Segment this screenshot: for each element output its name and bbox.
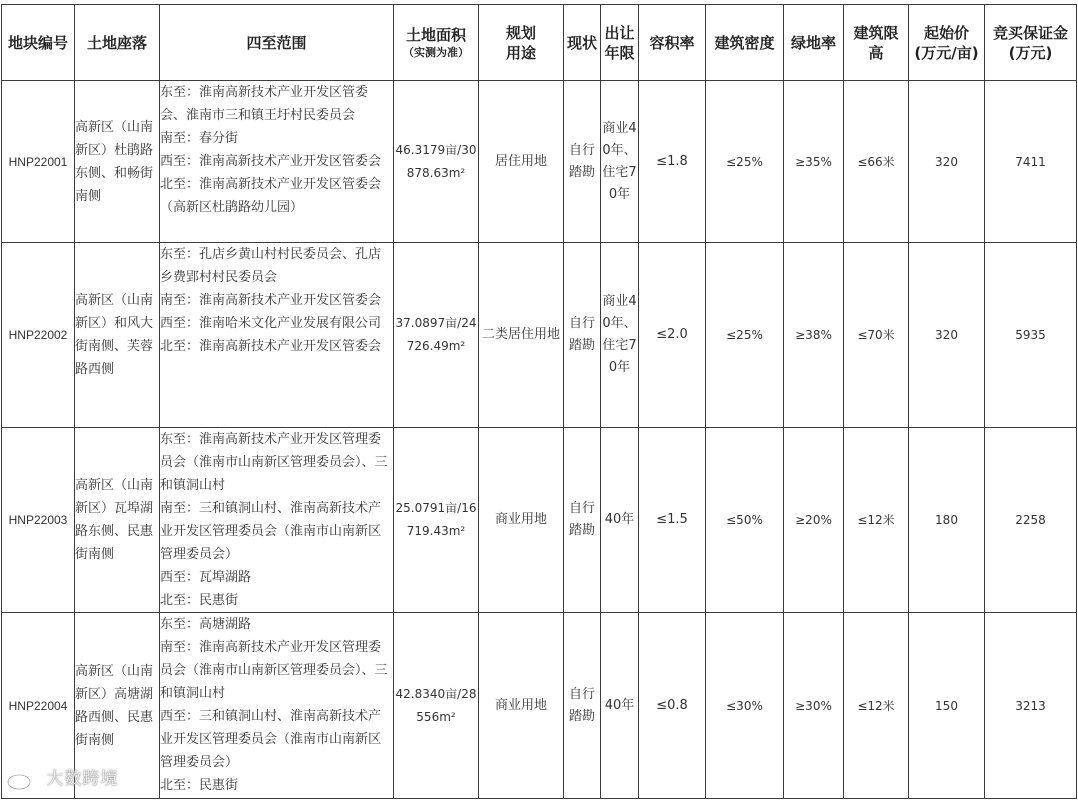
header-code: 地块编号 [2, 5, 75, 81]
cell-use: 二类居住用地 [479, 243, 564, 428]
header-area [394, 5, 479, 81]
cell-boundary [160, 243, 394, 428]
cell-location: 高新区（山南新区）高塘湖路西侧、民惠街南侧 [75, 613, 160, 799]
header-row [2, 5, 1077, 81]
boundary-east: 东至：孔店乡黄山村村民委员会、孔店乡费郢村村民委员会 [160, 247, 382, 285]
boundary-south: 南至：春分街 [160, 131, 239, 146]
boundary-south: 南至：三和镇洞山村、淮南高新技术产业开发区管理委员会（淮南市山南新区管理委员会） [160, 501, 382, 562]
table-row [2, 428, 1077, 613]
cell-location: 高新区（山南新区）瓦埠湖路东侧、民惠街南侧 [75, 428, 160, 613]
cell-far: ≤1.8 [639, 81, 706, 243]
cell-boundary [160, 81, 394, 243]
cell-density: ≤30% [706, 613, 784, 799]
boundary-west: 西至：瓦埠湖路 [160, 570, 252, 585]
cell-density: ≤25% [706, 243, 784, 428]
watermark-text: 大数跨境 [46, 769, 119, 789]
boundary-east: 东至：淮南高新技术产业开发区管委会、淮南市三和镇王圩村民委员会 [160, 85, 369, 123]
watermark [6, 764, 118, 791]
cell-green: ≥38% [784, 243, 844, 428]
table-row [2, 243, 1077, 428]
cell-height: ≤12米 [844, 613, 909, 799]
cell-term: 商业40年、住宅70年 [601, 243, 639, 428]
header-status: 现状 [564, 5, 601, 81]
header-area-note: （实测为准） [403, 45, 469, 59]
header-green: 绿地率 [784, 5, 844, 81]
header-deposit: 竞买保证金 (万元) [985, 5, 1077, 81]
header-density: 建筑密度 [706, 5, 784, 81]
header-location: 土地座落 [75, 5, 160, 81]
cell-density: ≤50% [706, 428, 784, 613]
header-boundary: 四至范围 [160, 5, 394, 81]
boundary-south: 南至：淮南高新技术产业开发区管委会 [160, 293, 382, 308]
header-price: 起始价 (万元/亩) [909, 5, 985, 81]
cell-price: 180 [909, 428, 985, 613]
cell-height: ≤12米 [844, 428, 909, 613]
boundary-south: 南至：淮南高新技术产业开发区管理委员会（淮南市山南新区管理委员会）、三和镇洞山村 [160, 640, 388, 701]
cell-deposit: 3213 [985, 613, 1077, 799]
cell-boundary [160, 613, 394, 799]
cell-status: 自行踏勘 [564, 81, 601, 243]
boundary-west: 西至：淮南高新技术产业开发区管委会 [160, 154, 382, 169]
cell-density: ≤25% [706, 81, 784, 243]
cell-area: 25.0791亩/16719.43m² [394, 428, 479, 613]
cell-deposit: 2258 [985, 428, 1077, 613]
cell-green: ≥35% [784, 81, 844, 243]
cell-code: HNP22004 [2, 613, 75, 799]
table-row [2, 613, 1077, 799]
cell-area: 37.0897亩/24726.49m² [394, 243, 479, 428]
cell-location: 高新区（山南新区）杜鹃路东侧、和畅街南侧 [75, 81, 160, 243]
cell-area: 42.8340亩/28556m² [394, 613, 479, 799]
cell-far: ≤2.0 [639, 243, 706, 428]
header-use: 规划 用途 [479, 5, 564, 81]
boundary-north: 北至：民惠街 [160, 778, 239, 793]
boundary-north: 北至：淮南高新技术产业开发区管委会 [160, 339, 382, 354]
cell-price: 320 [909, 243, 985, 428]
cell-use: 居住用地 [479, 81, 564, 243]
cell-green: ≥20% [784, 428, 844, 613]
cell-status: 自行踏勘 [564, 243, 601, 428]
cell-use: 商业用地 [479, 428, 564, 613]
header-term: 出让 年限 [601, 5, 639, 81]
table-row [2, 81, 1077, 243]
cell-far: ≤0.8 [639, 613, 706, 799]
cell-code: HNP22003 [2, 428, 75, 613]
weibo-logo-icon [6, 767, 40, 791]
cell-code: HNP22002 [2, 243, 75, 428]
cell-far: ≤1.5 [639, 428, 706, 613]
cell-height: ≤66米 [844, 81, 909, 243]
boundary-east: 东至：淮南高新技术产业开发区管理委员会（淮南市山南新区管理委员会）、三和镇洞山村 [160, 432, 388, 493]
boundary-north: 北至：民惠街 [160, 593, 239, 608]
cell-height: ≤70米 [844, 243, 909, 428]
header-far: 容积率 [639, 5, 706, 81]
boundary-north: 北至：淮南高新技术产业开发区管委会（高新区杜鹃路幼儿园） [160, 177, 382, 215]
cell-status: 自行踏勘 [564, 613, 601, 799]
cell-boundary [160, 428, 394, 613]
cell-status: 自行踏勘 [564, 428, 601, 613]
cell-location: 高新区（山南新区）和风大街南侧、芙蓉路西侧 [75, 243, 160, 428]
cell-deposit: 7411 [985, 81, 1077, 243]
cell-green: ≥30% [784, 613, 844, 799]
cell-area: 46.3179亩/30878.63m² [394, 81, 479, 243]
cell-term: 40年 [601, 428, 639, 613]
boundary-east: 东至：高塘湖路 [160, 617, 252, 632]
cell-use: 商业用地 [479, 613, 564, 799]
cell-code: HNP22001 [2, 81, 75, 243]
boundary-west: 西至：三和镇洞山村、淮南高新技术产业开发区管理委员会（淮南市山南新区管理委员会） [160, 709, 382, 770]
cell-deposit: 5935 [985, 243, 1077, 428]
header-area-label: 土地面积 [405, 25, 466, 44]
boundary-west: 西至：淮南哈米文化产业发展有限公司 [160, 316, 382, 331]
cell-term: 40年 [601, 613, 639, 799]
cell-term: 商业40年、住宅70年 [601, 81, 639, 243]
cell-price: 320 [909, 81, 985, 243]
land-parcel-table [1, 4, 1077, 799]
header-height: 建筑限 高 [844, 5, 909, 81]
cell-price: 150 [909, 613, 985, 799]
